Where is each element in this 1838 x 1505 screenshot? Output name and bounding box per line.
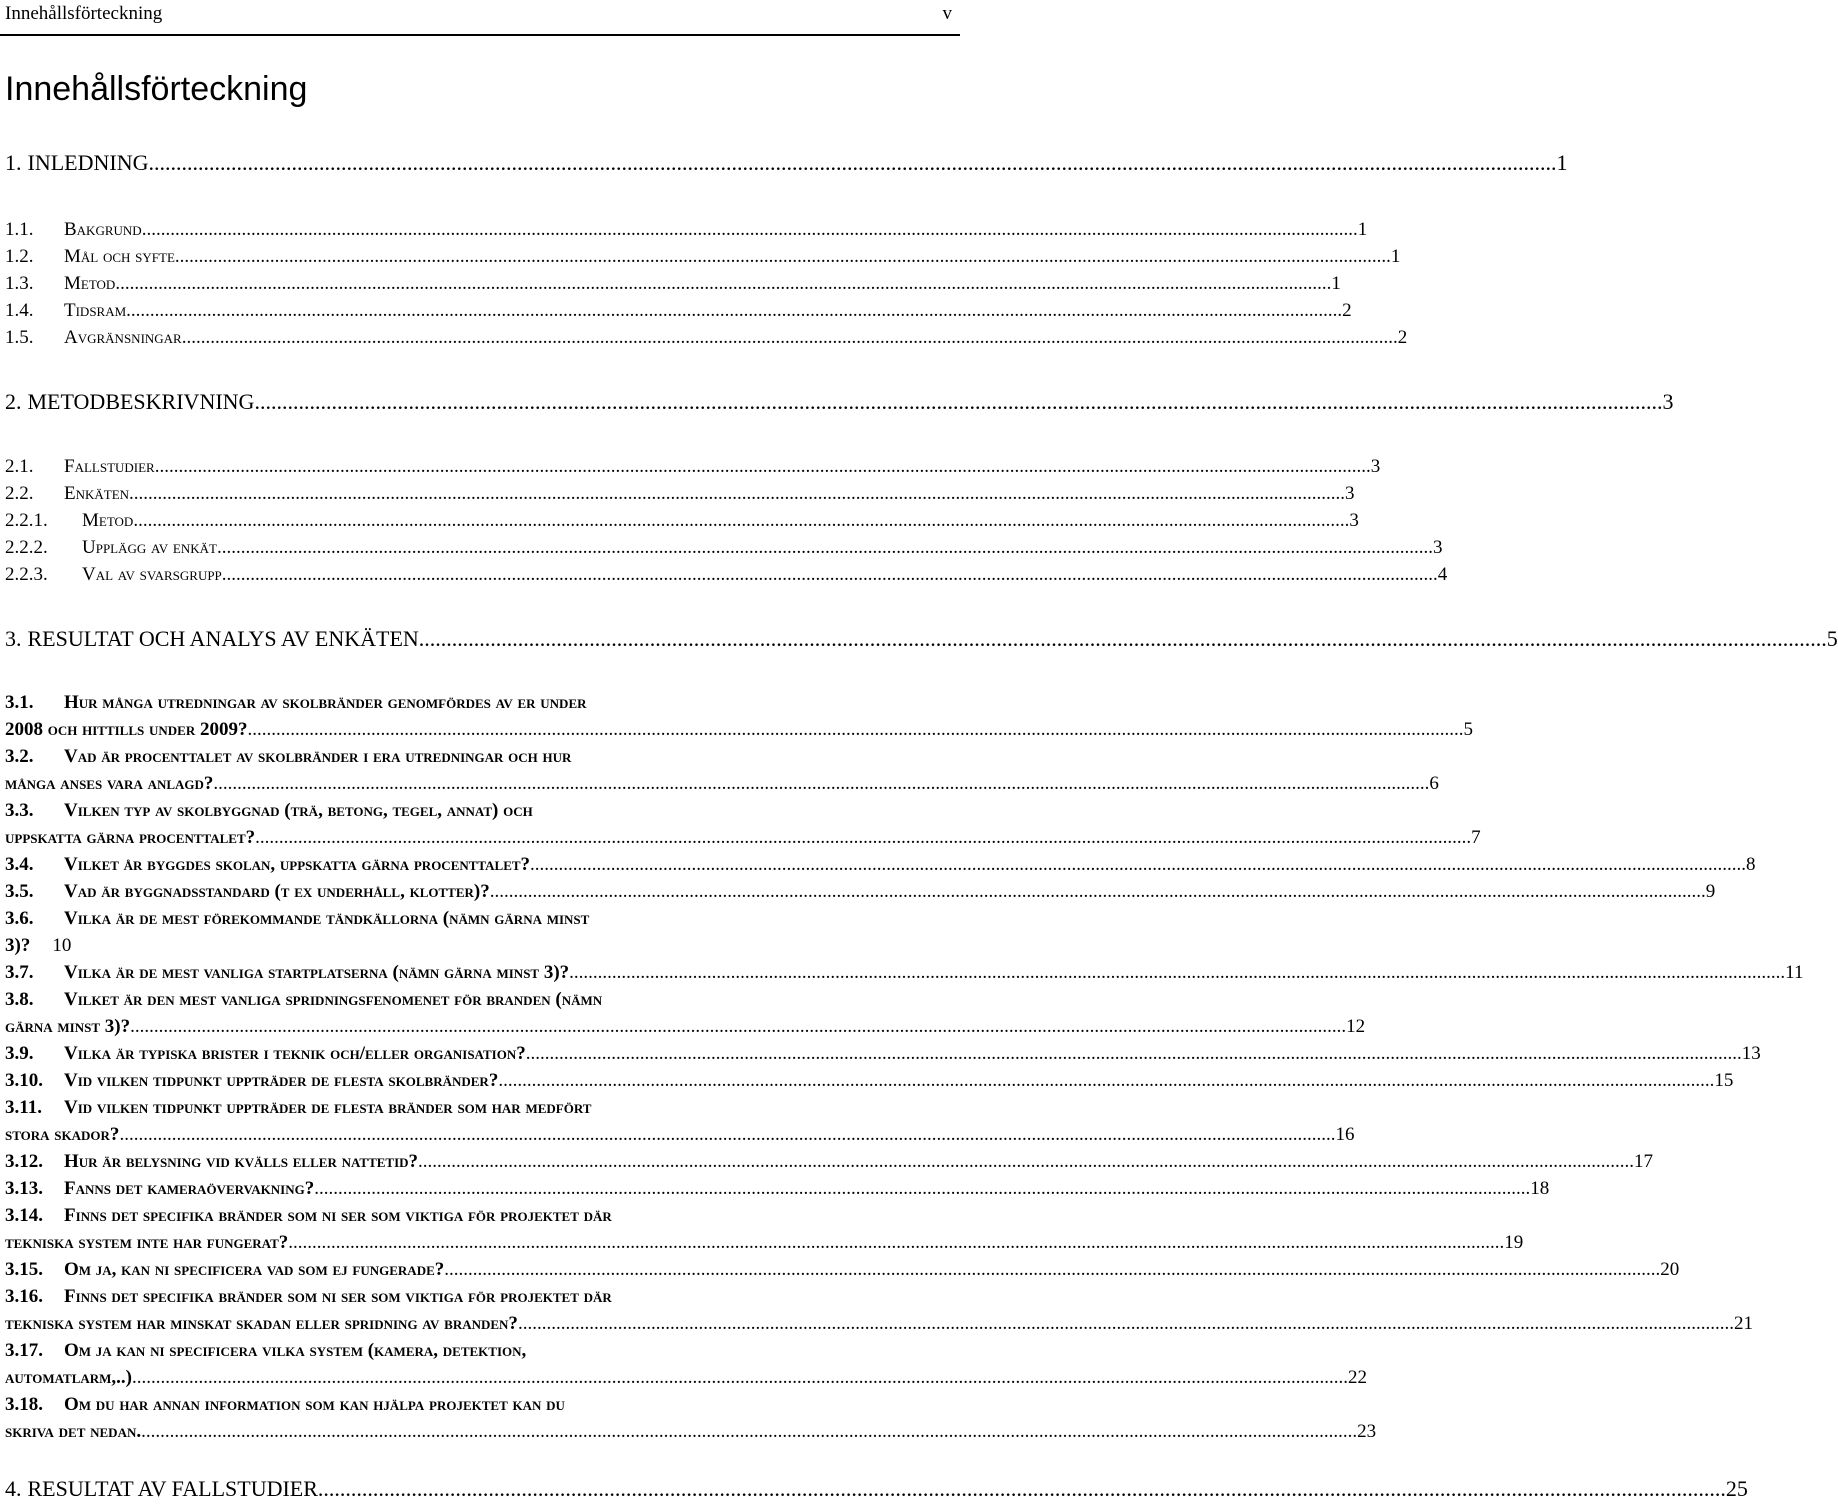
running-header — [5, 3, 952, 27]
page-title: Innehållsförteckning — [5, 70, 308, 108]
running-header-title: Innehållsförteckning — [5, 3, 163, 24]
running-header-page: v — [942, 3, 952, 24]
header-rule — [0, 34, 960, 36]
